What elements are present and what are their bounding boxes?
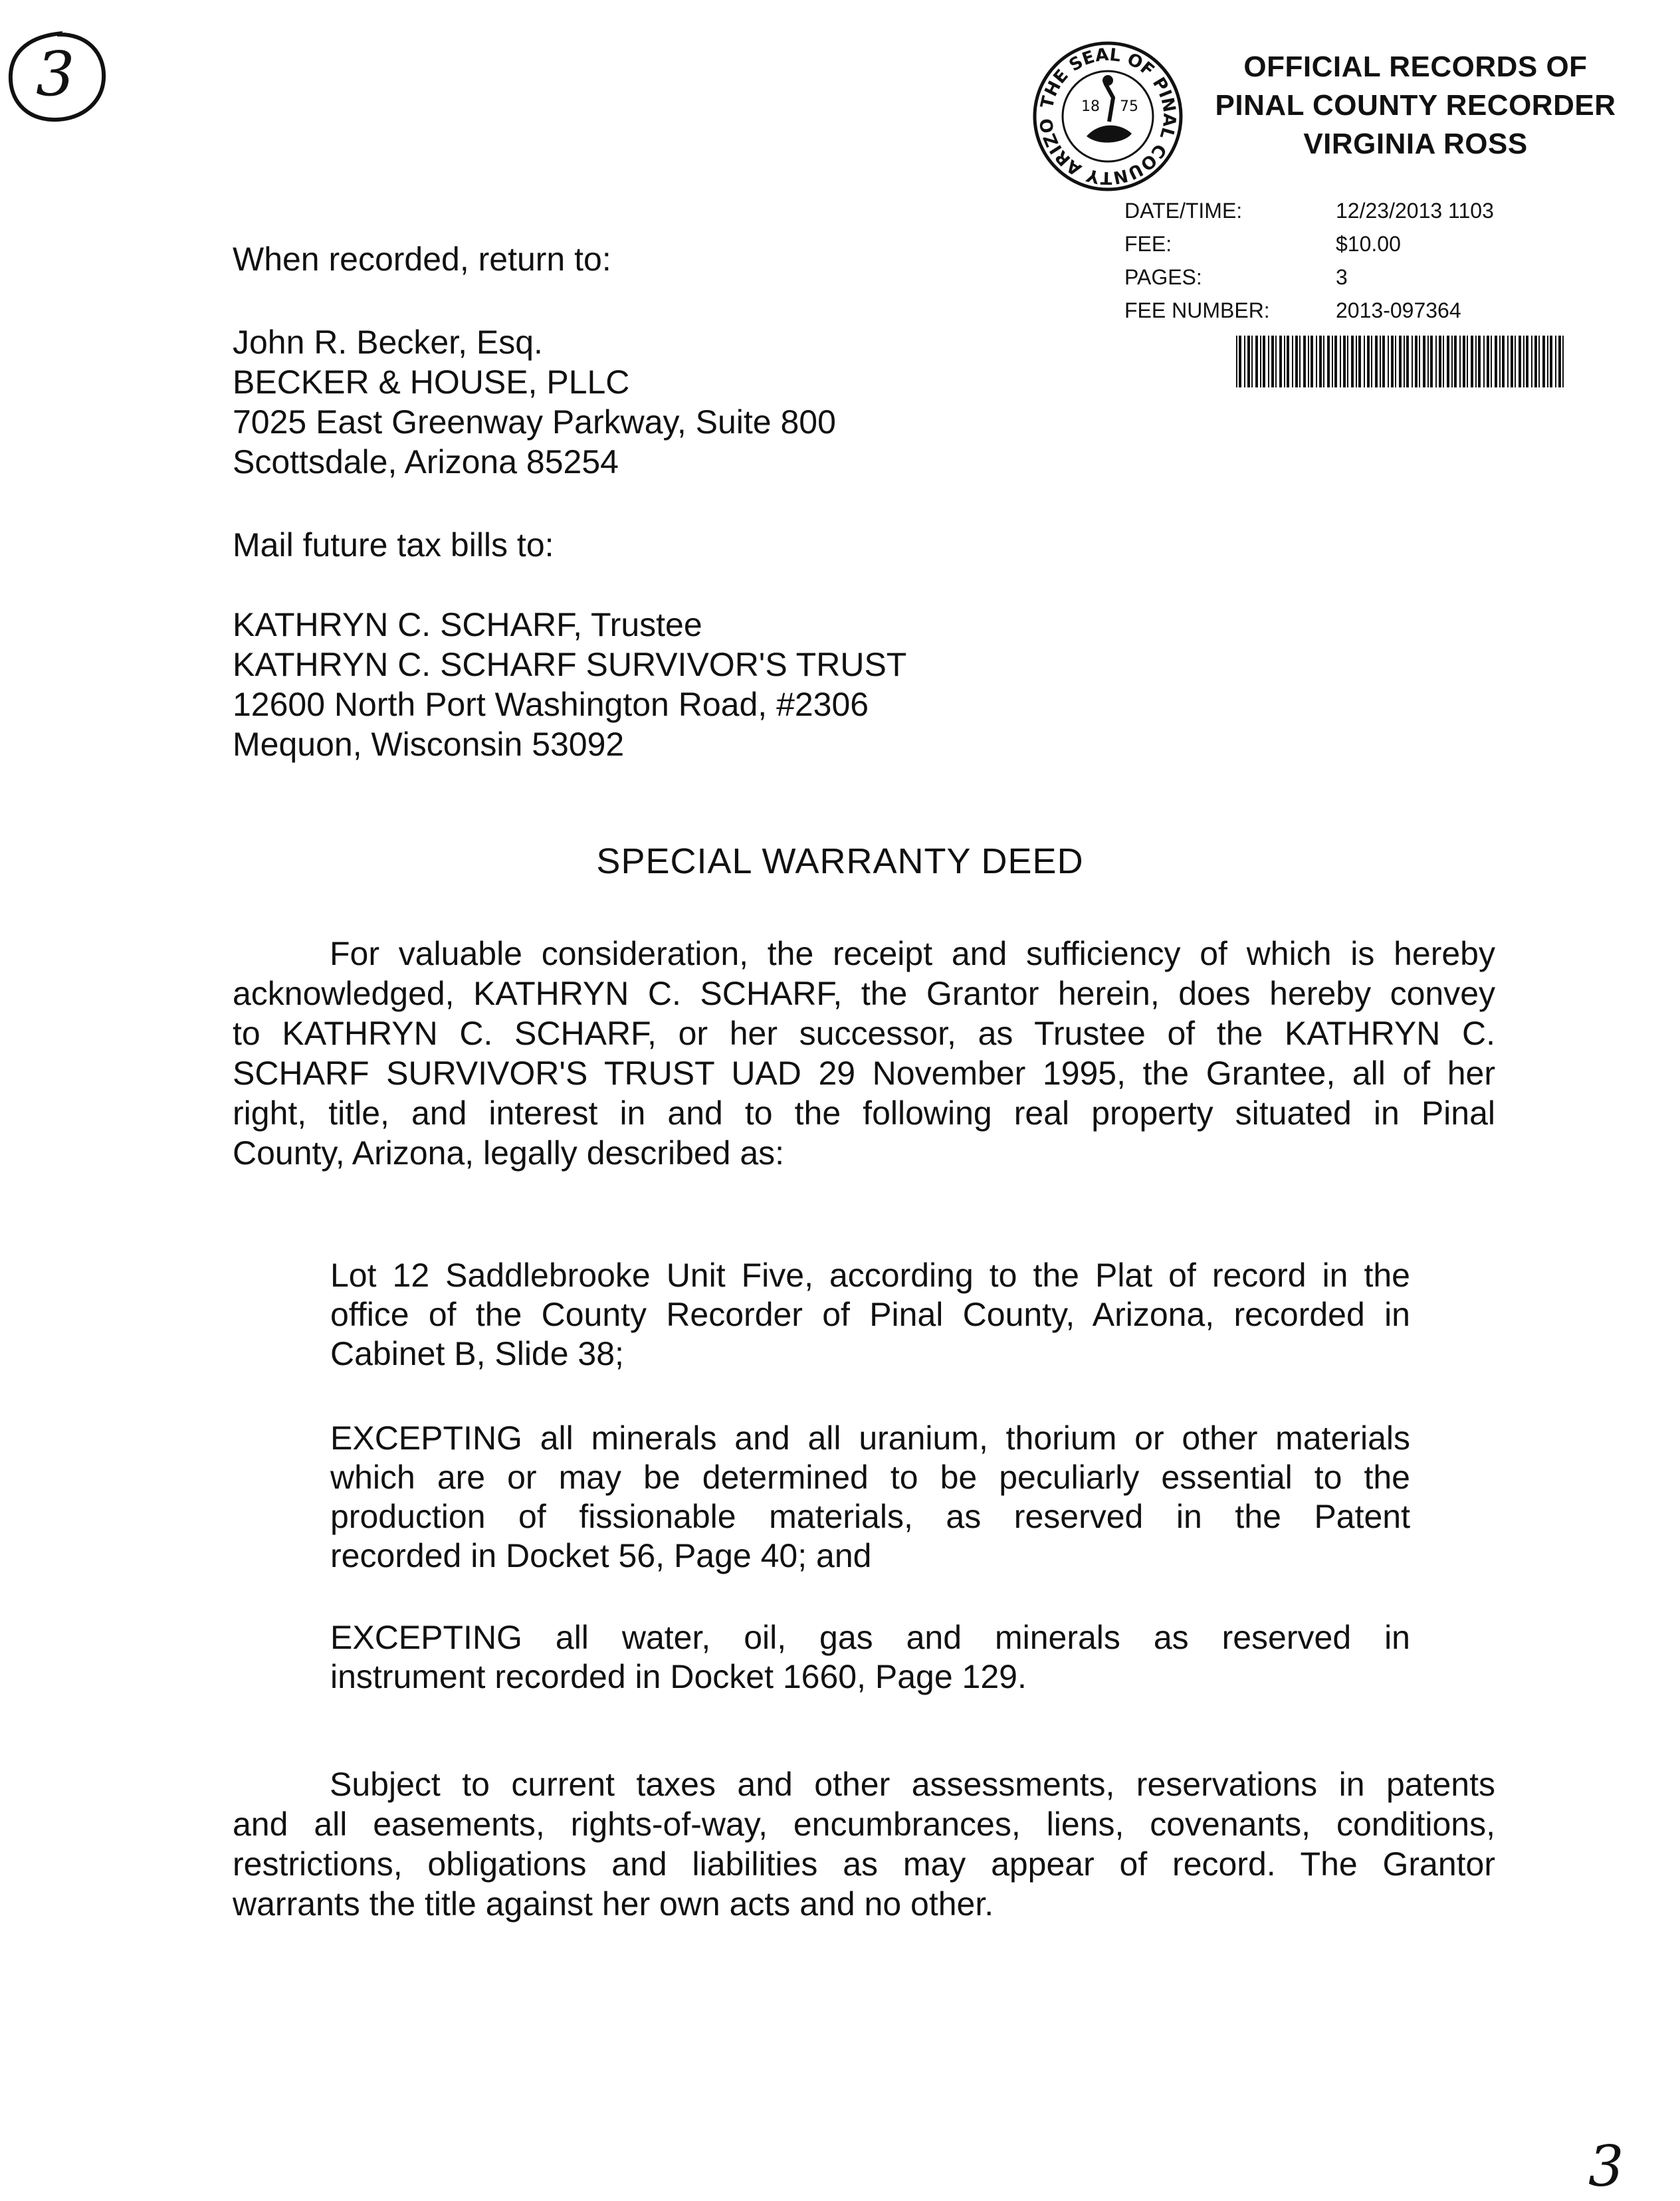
paragraph-line: Subject to current taxes and other assessments, reservations in patents <box>330 1766 1495 1803</box>
recording-field-datetime <box>1124 194 1494 227</box>
handwritten-page-number <box>4 27 110 126</box>
address-line: Scottsdale, Arizona 85254 <box>233 443 619 480</box>
return-to-label: When recorded, return to: <box>233 241 611 278</box>
paragraph-line: acknowledged, KATHRYN C. SCHARF, the Grantor herein, does hereby convey <box>233 975 1495 1012</box>
field-value: 3 <box>1336 265 1348 289</box>
address-line: KATHRYN C. SCHARF, Trustee <box>233 606 702 643</box>
deed-title: SPECIAL WARRANTY DEED <box>596 841 1084 881</box>
paragraph-line: restrictions, obligations and liabilities as may appear of record. The Grantor <box>233 1845 1495 1883</box>
legal-line: office of the County Recorder of Pinal County, Arizona, recorded in <box>330 1296 1410 1333</box>
field-label: FEE NUMBER: <box>1124 298 1270 322</box>
address-line: 12600 North Port Washington Road, #2306 <box>233 686 869 723</box>
svg-text:THE SEAL OF PINAL COUNTY ARIZO: THE SEAL OF PINAL COUNTY ARIZO <box>1036 45 1180 188</box>
mail-to-label: Mail future tax bills to: <box>233 526 554 564</box>
field-label: DATE/TIME: <box>1124 199 1243 223</box>
paragraph-line: to KATHRYN C. SCHARF, or her successor, as Trustee of the KATHRYN C. <box>233 1015 1495 1052</box>
field-label: FEE: <box>1124 232 1172 256</box>
barcode <box>1235 336 1567 387</box>
paragraph-line: right, title, and interest in and to the following real property situated in Pinal <box>233 1095 1495 1132</box>
paragraph-line: and all easements, rights-of-way, encumbrances, liens, covenants, conditions, <box>233 1806 1495 1843</box>
legal-description-exception-2 <box>330 1618 1410 1697</box>
paragraph-line: warrants the title against her own acts and no other. <box>233 1885 994 1923</box>
legal-line: instrument recorded in Docket 1660, Page 129. <box>330 1658 1027 1695</box>
legal-line: EXCEPTING all minerals and all uranium, thorium or other materials <box>330 1419 1410 1457</box>
legal-line: recorded in Docket 56, Page 40; and <box>330 1537 872 1574</box>
legal-line: production of fissionable materials, as reserved in the Patent <box>330 1498 1410 1535</box>
consideration-paragraph <box>233 934 1495 1173</box>
seal-year-left: 18 <box>1081 98 1100 115</box>
address-line: Mequon, Wisconsin 53092 <box>233 726 625 763</box>
paragraph-line: County, Arizona, legally described as: <box>233 1134 785 1172</box>
legal-description-lot <box>330 1256 1410 1374</box>
corner-page-number: 3 <box>1588 2134 1624 2199</box>
address-line: John R. Becker, Esq. <box>233 324 543 361</box>
recorder-heading <box>1176 48 1655 163</box>
field-label: PAGES: <box>1124 265 1202 289</box>
address-line: 7025 East Greenway Parkway, Suite 800 <box>233 403 836 441</box>
county-seal-icon <box>1025 37 1190 196</box>
legal-line: Lot 12 Saddlebrooke Unit Five, according to the Plat of record in the <box>330 1257 1410 1294</box>
legal-line: which are or may be determined to be peculiarly essential to the <box>330 1459 1410 1496</box>
address-line: BECKER & HOUSE, PLLC <box>233 364 630 401</box>
recorder-heading-line: VIRGINIA ROSS <box>1303 128 1528 160</box>
field-value: $10.00 <box>1336 232 1401 256</box>
field-value: 12/23/2013 1103 <box>1336 199 1494 223</box>
legal-description-exception-1 <box>330 1419 1410 1576</box>
recorder-heading-line: PINAL COUNTY RECORDER <box>1215 89 1616 122</box>
seal-year-right: 75 <box>1120 98 1138 115</box>
address-line: KATHRYN C. SCHARF SURVIVOR'S TRUST <box>233 646 907 683</box>
recorder-heading-line: OFFICIAL RECORDS OF <box>1243 51 1588 83</box>
subject-to-paragraph <box>233 1764 1495 1924</box>
field-value: 2013-097364 <box>1336 298 1461 322</box>
recording-field-fee <box>1124 227 1494 261</box>
mail-to-address <box>233 605 906 764</box>
recording-info <box>1124 194 1494 327</box>
return-to-address <box>233 322 836 482</box>
recording-field-pages <box>1124 261 1494 294</box>
legal-line: Cabinet B, Slide 38; <box>330 1335 624 1372</box>
legal-line: EXCEPTING all water, oil, gas and minerals as reserved in <box>330 1619 1410 1656</box>
barcode-icon <box>1235 336 1567 387</box>
paragraph-line: SCHARF SURVIVOR'S TRUST UAD 29 November 1995, the Grantee, all of her <box>233 1055 1495 1092</box>
paragraph-line: For valuable consideration, the receipt and sufficiency of which is hereby <box>330 935 1495 972</box>
recording-field-fee-number <box>1124 294 1494 327</box>
handwritten-page-number-text: 3 <box>36 39 75 110</box>
county-seal <box>1025 37 1190 196</box>
